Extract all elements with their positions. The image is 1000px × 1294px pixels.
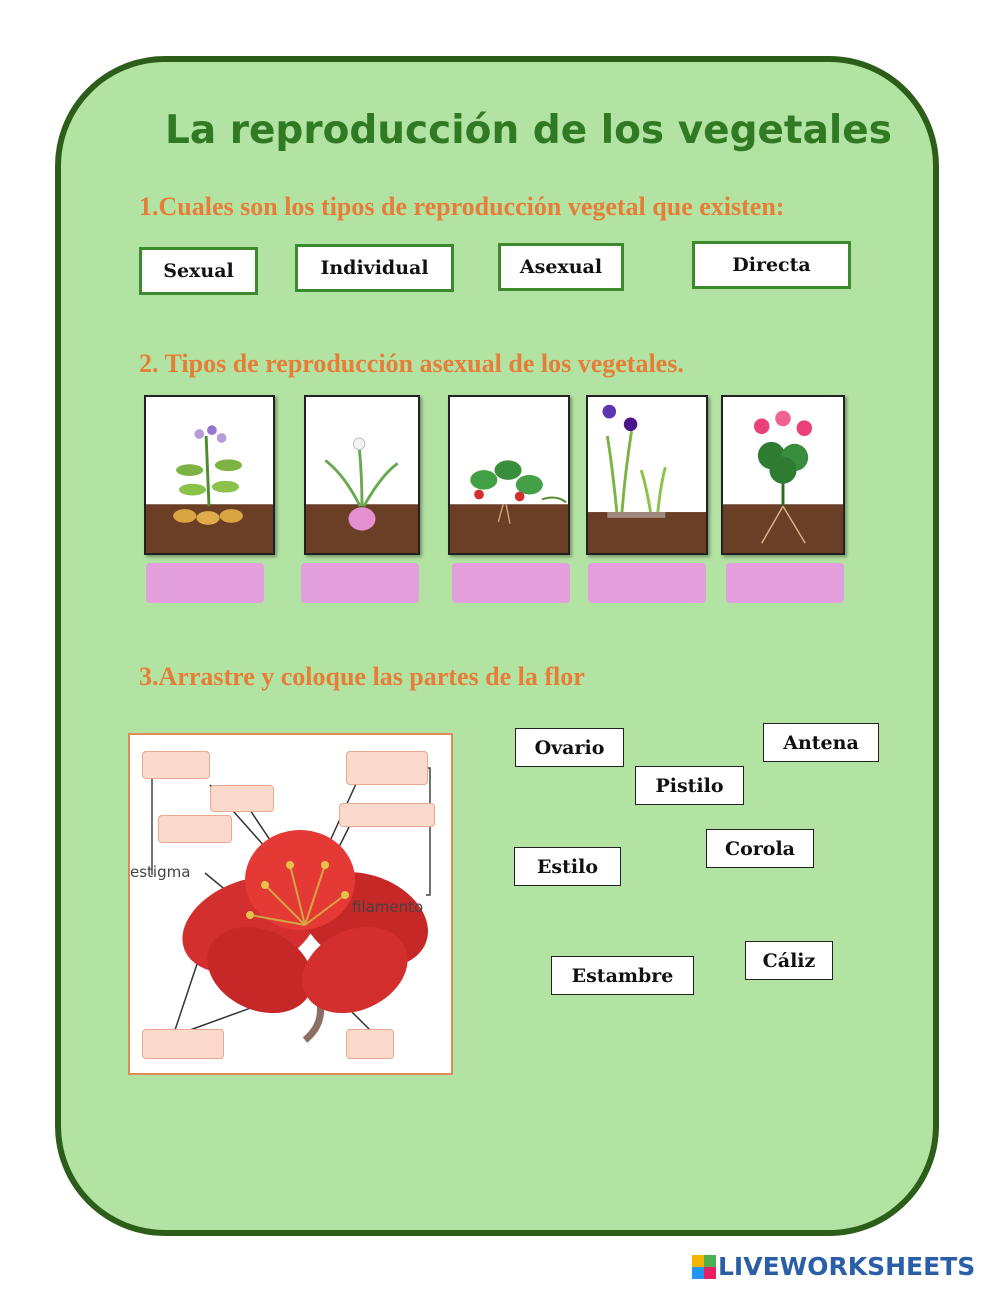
plant-image-rhizome: [586, 395, 708, 555]
word-corola[interactable]: Corola: [706, 829, 814, 868]
word-pistilo[interactable]: Pistilo: [635, 766, 744, 805]
flower-drop-1[interactable]: [142, 751, 210, 779]
word-estilo[interactable]: Estilo: [514, 847, 621, 886]
drop-zone-4[interactable]: [588, 563, 706, 603]
flower-drop-3[interactable]: [210, 785, 274, 812]
word-estambre[interactable]: Estambre: [551, 956, 694, 995]
flower-diagram: [128, 733, 453, 1075]
label-filamento: filamento: [352, 898, 424, 916]
brand-name: LIVEWORKSHEETS: [718, 1252, 976, 1281]
flower-drop-2[interactable]: [346, 751, 428, 785]
option-individual[interactable]: Individual: [295, 244, 454, 292]
plant-image-stolon: [448, 395, 570, 555]
question-3: 3.Arrastre y coloque las partes de la flor: [139, 662, 585, 691]
option-sexual[interactable]: Sexual: [139, 247, 258, 295]
liveworksheets-logo-mark-icon: [692, 1255, 716, 1279]
option-asexual[interactable]: Asexual: [498, 243, 624, 291]
drop-zone-2[interactable]: [301, 563, 419, 603]
word-antena[interactable]: Antena: [763, 723, 879, 762]
worksheet-title: La reproducción de los vegetales: [165, 108, 892, 153]
drop-zone-3[interactable]: [452, 563, 570, 603]
flower-drop-4[interactable]: [339, 803, 435, 827]
question-1: 1.Cuales son los tipos de reproducción vegetal que existen:: [139, 192, 785, 221]
flower-drop-6[interactable]: [142, 1029, 224, 1059]
flower-drop-5[interactable]: [158, 815, 232, 843]
word-ovario[interactable]: Ovario: [515, 728, 624, 767]
word-caliz[interactable]: Cáliz: [745, 941, 833, 980]
label-estigma: estigma: [130, 863, 191, 881]
flower-drop-7[interactable]: [346, 1029, 394, 1059]
option-directa[interactable]: Directa: [692, 241, 851, 289]
drop-zone-5[interactable]: [726, 563, 844, 603]
plant-image-bulb: [304, 395, 420, 555]
plant-image-cutting: [721, 395, 845, 555]
drop-zone-1[interactable]: [146, 563, 264, 603]
plant-image-tuber: [144, 395, 275, 555]
liveworksheets-logo: [692, 1252, 975, 1281]
question-2: 2. Tipos de reproducción asexual de los vegetales.: [139, 349, 684, 378]
